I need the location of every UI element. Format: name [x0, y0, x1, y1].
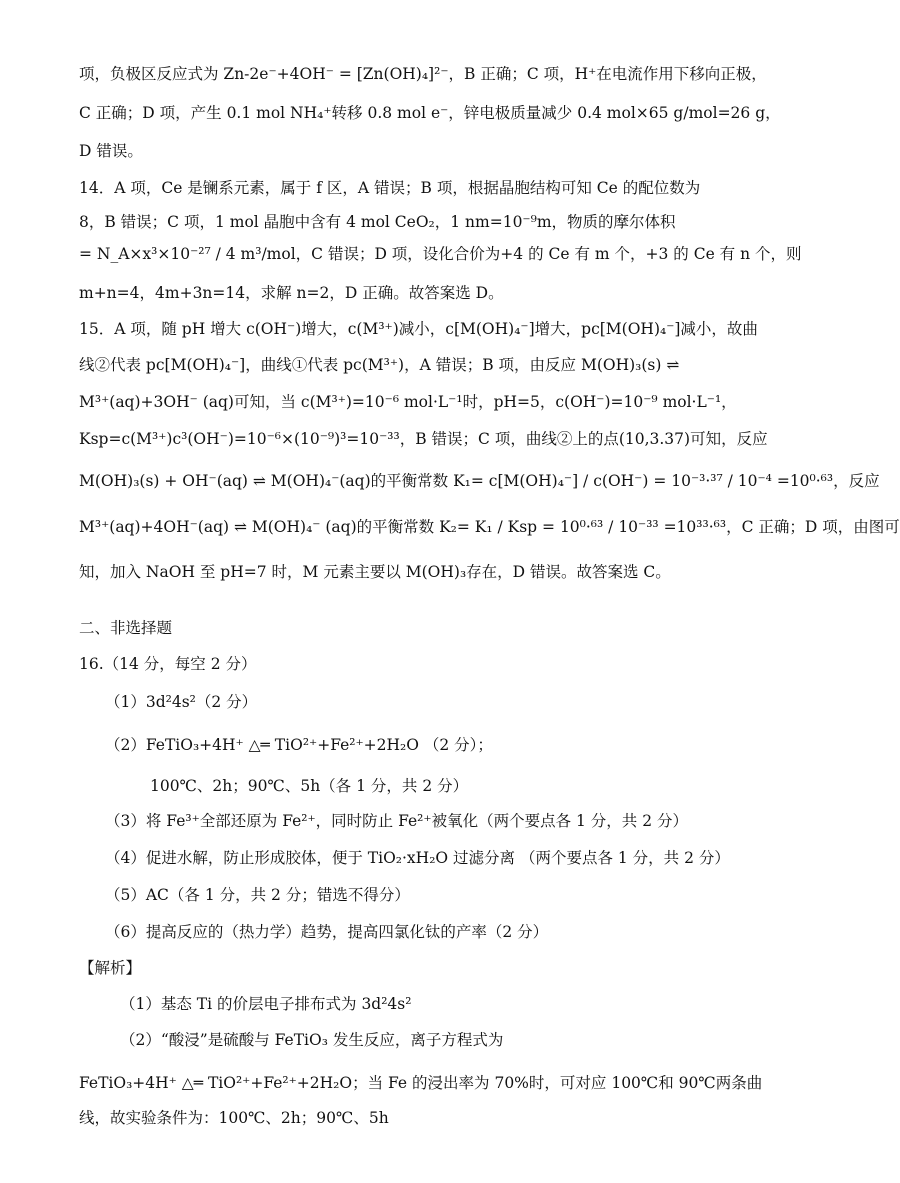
analysis-2: （2）“酸浸”是硫酸与 FeTiO₃ 发生反应，离子方程式为: [120, 1031, 504, 1049]
answer-5: （5）AC（各 1 分，共 2 分；错选不得分）: [105, 886, 410, 904]
text-line-1: 项，负极区反应式为 Zn-2e⁻+4OH⁻ = [Zn(OH)₄]²⁻，B 正确；C 项，H⁺在电流作用下移向正极，: [79, 65, 767, 83]
text-line-2: C 正确；D 项，产生 0.1 mol NH₄⁺转移 0.8 mol e⁻，锌电极质量减少 0.4 mol×65 g/mol=26 g，: [79, 104, 781, 122]
answer-3: （3）将 Fe³⁺全部还原为 Fe²⁺，同时防止 Fe²⁺被氧化（两个要点各 1 分，共 2 分）: [105, 812, 689, 830]
analysis-1: （1）基态 Ti 的价层电子排布式为 3d²4s²: [120, 995, 412, 1013]
text-line-13: M³⁺(aq)+4OH⁻(aq) ⇌ M(OH)₄⁻ (aq)的平衡常数 K₂= K₁ / Ksp = 10⁰·⁶³ / 10⁻³³ =10³³·⁶³，C 正确；D 项，由图可: [79, 518, 900, 536]
text-line-5: 8，B 错误；C 项，1 mol 晶胞中含有 4 mol CeO₂，1 nm=10⁻⁹m，物质的摩尔体积: [79, 213, 676, 231]
answer-1: （1）3d²4s²（2 分）: [105, 693, 258, 711]
text-line-12: M(OH)₃(s) + OH⁻(aq) ⇌ M(OH)₄⁻(aq)的平衡常数 K₁= c[M(OH)₄⁻] / c(OH⁻) = 10⁻³·³⁷ / 10⁻⁴ =10⁰·⁶³，反应: [79, 472, 880, 490]
text-line-10: M³⁺(aq)+3OH⁻ (aq)可知，当 c(M³⁺)=10⁻⁶ mol·L⁻¹时，pH=5，c(OH⁻)=10⁻⁹ mol·L⁻¹，: [79, 393, 737, 411]
text-line-9: 线②代表 pc[M(OH)₄⁻]，曲线①代表 pc(M³⁺)，A 错误；B 项，由反应 M(OH)₃(s) ⇌: [79, 356, 680, 374]
section-title: 二、非选择题: [79, 619, 173, 637]
text-line-14: 知，加入 NaOH 至 pH=7 时，M 元素主要以 M(OH)₃存在，D 错误。故答案选 C。: [79, 563, 671, 581]
text-line-4: 14．A 项，Ce 是镧系元素，属于 f 区，A 错误；B 项，根据晶胞结构可知 Ce 的配位数为: [79, 179, 701, 197]
text-line-11: Ksp=c(M³⁺)c³(OH⁻)=10⁻⁶×(10⁻⁹)³=10⁻³³，B 错误；C 项，曲线②上的点(10,3.37)可知，反应: [79, 430, 768, 448]
answer-2: （2）FeTiO₃+4H⁺ △═ TiO²⁺+Fe²⁺+2H₂O （2 分）；: [105, 736, 493, 754]
question-header: 16.（14 分，每空 2 分）: [79, 655, 257, 673]
analysis-2-conclusion: 线，故实验条件为：100℃、2h；90℃、5h: [79, 1109, 389, 1127]
analysis-2-equation: FeTiO₃+4H⁺ △═ TiO²⁺+Fe²⁺+2H₂O；当 Fe 的浸出率为 70%时，可对应 100℃和 90℃两条曲: [79, 1074, 763, 1092]
text-line-6: = N_A×x³×10⁻²⁷ / 4 m³/mol，C 错误；D 项，设化合价为+4 的 Ce 有 m 个，+3 的 Ce 有 n 个，则: [79, 245, 802, 263]
analysis-header: 【解析】: [79, 959, 142, 977]
text-line-3: D 错误。: [79, 142, 143, 160]
text-line-8: 15．A 项，随 pH 增大 c(OH⁻)增大，c(M³⁺)减小，c[M(OH)₄⁻]增大，pc[M(OH)₄⁻]减小，故曲: [79, 320, 758, 338]
answer-4: （4）促进水解，防止形成胶体，便于 TiO₂·xH₂O 过滤分离 （两个要点各 1 分，共 2 分）: [105, 849, 730, 867]
answer-2-conditions: 100℃、2h；90℃、5h（各 1 分，共 2 分）: [150, 777, 469, 795]
answer-6: （6）提高反应的（热力学）趋势，提高四氯化钛的产率（2 分）: [105, 923, 549, 941]
text-line-7: m+n=4，4m+3n=14，求解 n=2，D 正确。故答案选 D。: [79, 284, 504, 302]
